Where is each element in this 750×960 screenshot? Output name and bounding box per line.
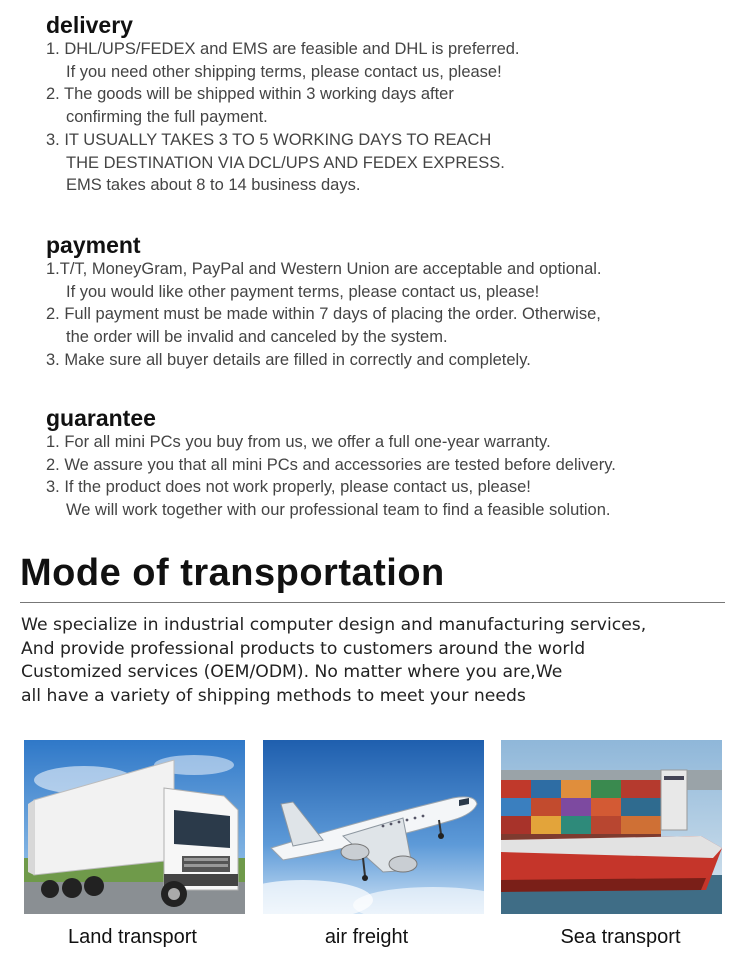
heading-divider <box>20 602 725 603</box>
truck-photo <box>24 740 245 914</box>
guarantee-heading: guarantee <box>46 405 156 431</box>
intro-line: We specialize in industrial computer design and manufacturing services, <box>21 615 647 635</box>
guarantee-section <box>46 405 736 522</box>
transport-intro <box>21 614 733 708</box>
payment-heading: payment <box>46 232 141 258</box>
delivery-line: EMS takes about 8 to 14 business days. <box>66 176 361 195</box>
delivery-line: If you need other shipping terms, please contact us, please! <box>66 62 502 81</box>
guarantee-line: We will work together with our professional team to find a feasible solution. <box>66 501 611 520</box>
delivery-line: THE DESTINATION VIA DCL/UPS AND FEDEX EXPRESS. <box>66 153 505 172</box>
payment-line: 3. Make sure all buyer details are filled in correctly and completely. <box>46 350 531 369</box>
delivery-heading: delivery <box>46 12 133 38</box>
container-ship-photo <box>501 740 722 914</box>
payment-line: the order will be invalid and canceled by the system. <box>66 328 448 347</box>
delivery-line: 3. IT USUALLY TAKES 3 TO 5 WORKING DAYS TO REACH <box>46 130 492 149</box>
delivery-line: 2. The goods will be shipped within 3 working days after <box>46 85 454 104</box>
guarantee-line: 3. If the product does not work properly, please contact us, please! <box>46 478 531 497</box>
intro-line: all have a variety of shipping methods to meet your needs <box>21 685 526 706</box>
guarantee-line: 1. For all mini PCs you buy from us, we offer a full one-year warranty. <box>46 433 551 451</box>
delivery-section <box>46 12 736 197</box>
transport-heading: Mode of transportation <box>20 552 445 594</box>
payment-line: 1.T/T, MoneyGram, PayPal and Western Union are acceptable and optional. <box>46 260 602 278</box>
intro-line: And provide professional products to customers around the world <box>21 638 586 659</box>
air-freight-caption: air freight <box>324 926 409 948</box>
sea-transport-caption: Sea transport <box>560 926 681 948</box>
payment-section <box>46 232 736 372</box>
guarantee-line: 2. We assure you that all mini PCs and accessories are tested before delivery. <box>46 455 616 474</box>
land-transport-caption: Land transport <box>68 926 197 948</box>
payment-line: If you would like other payment terms, please contact us, please! <box>66 282 540 301</box>
delivery-line: 1. DHL/UPS/FEDEX and EMS are feasible and DHL is preferred. <box>46 40 520 58</box>
payment-line: 2. Full payment must be made within 7 days of placing the order. Otherwise, <box>46 305 601 324</box>
delivery-line: confirming the full payment. <box>66 108 268 127</box>
airplane-photo <box>263 740 484 914</box>
intro-line: Customized services (OEM/ODM). No matter where you are,We <box>21 662 563 683</box>
